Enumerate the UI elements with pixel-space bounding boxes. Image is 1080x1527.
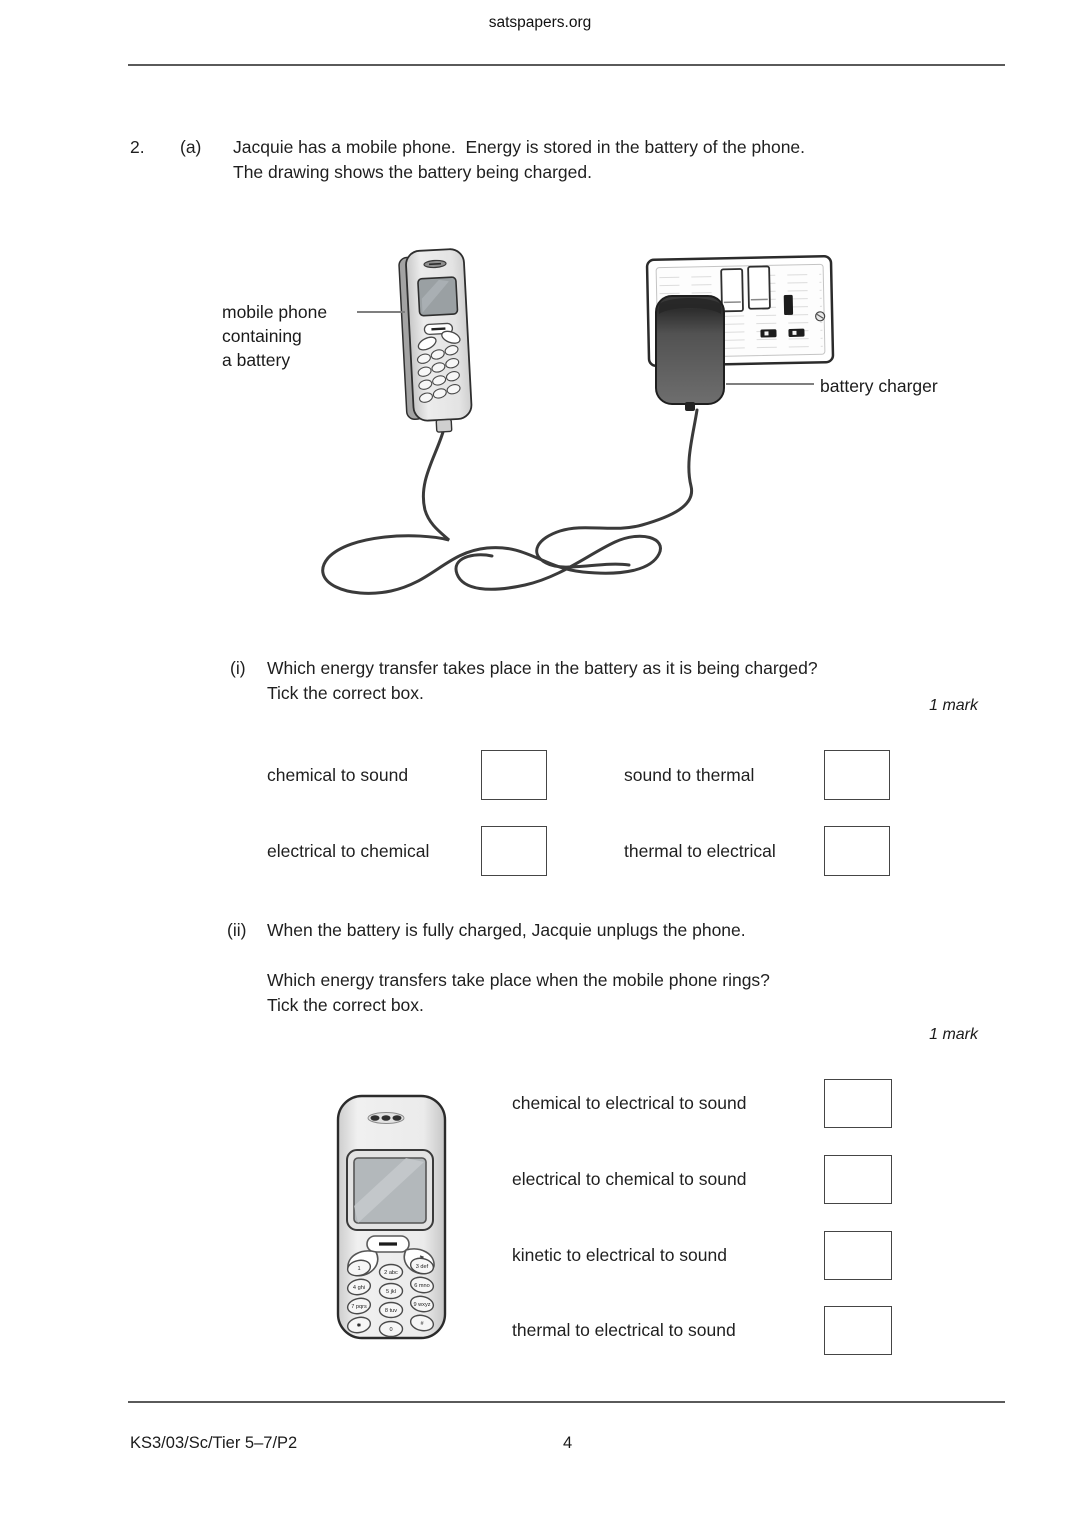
question-number: 2. <box>130 137 145 157</box>
footer-paper-ref: KS3/03/Sc/Tier 5–7/P2 <box>130 1434 298 1452</box>
key-label: 7 pqrs <box>351 1304 367 1310</box>
charging-connector <box>436 419 452 432</box>
tick-box-thermal-to-electrical[interactable] <box>824 826 890 876</box>
site-header: satspapers.org <box>488 14 592 31</box>
key-label: 0 <box>389 1327 393 1333</box>
tick-box-electrical-to-chemical[interactable] <box>481 826 547 876</box>
tick-box-chemical-to-electrical-to-sound[interactable] <box>824 1079 892 1128</box>
part-ii-statement: When the battery is fully charged, Jacquie unplugs the phone. <box>267 920 746 940</box>
mobile-phone-drawing <box>398 249 472 434</box>
key-label: 1 <box>357 1266 361 1272</box>
charger-cable-drawing <box>537 410 697 567</box>
part-ii-question-line1: Which energy transfers take place when the mobile phone rings? <box>267 970 770 990</box>
key-label: 8 tuv <box>384 1308 398 1314</box>
tick-box-chemical-to-sound[interactable] <box>481 750 547 800</box>
charging-figure-drawing <box>180 230 980 640</box>
option-label: chemical to sound <box>267 764 409 785</box>
option-label: sound to thermal <box>624 764 755 785</box>
part-i-label: (i) <box>230 658 246 678</box>
part-i-mark: 1 mark <box>929 697 978 714</box>
option-label: thermal to electrical to sound <box>512 1320 736 1340</box>
phone-figure-label: mobile phone containing a battery <box>222 302 328 370</box>
question-intro-line1: Jacquie has a mobile phone. Energy is stored in the battery of the phone. <box>233 137 806 157</box>
part-i-question-line2: Tick the correct box. <box>267 683 424 703</box>
tick-box-thermal-to-electrical-to-sound[interactable] <box>824 1306 892 1355</box>
option-label: thermal to electrical <box>624 840 776 861</box>
phone-cable-drawing <box>323 432 661 593</box>
key-label: 3 def <box>415 1264 429 1270</box>
charging-figure <box>180 230 980 640</box>
footer-rule <box>128 1401 1005 1403</box>
key-label: 9 wxyz <box>413 1302 431 1308</box>
tick-box-electrical-to-chemical-to-sound[interactable] <box>824 1155 892 1204</box>
battery-charger-drawing <box>656 296 724 411</box>
charger-figure-label: battery charger <box>820 376 938 396</box>
option-label: electrical to chemical to sound <box>512 1169 747 1189</box>
tick-box-kinetic-to-electrical-to-sound[interactable] <box>824 1231 892 1280</box>
part-ii-question-line2: Tick the correct box. <box>267 995 424 1015</box>
option-label: electrical to chemical <box>267 840 430 861</box>
earth-pin-slot <box>784 295 793 315</box>
header-rule <box>128 64 1005 66</box>
ringing-phone-drawing <box>334 1090 449 1345</box>
tick-box-sound-to-thermal[interactable] <box>824 750 890 800</box>
key-label: 6 mno <box>414 1283 430 1289</box>
part-ii-mark: 1 mark <box>929 1026 978 1043</box>
ringing-phone-figure <box>334 1090 449 1345</box>
question-part-label: (a) <box>180 137 202 157</box>
key-label: 4 ghi <box>352 1285 366 1291</box>
option-label: kinetic to electrical to sound <box>512 1245 727 1265</box>
socket-switch <box>748 266 770 308</box>
key-label: ✱ <box>356 1323 362 1329</box>
key-label: 5 jkl <box>386 1289 396 1295</box>
socket-switch <box>721 269 743 311</box>
part-ii-label: (ii) <box>227 920 247 940</box>
footer-page-number: 4 <box>563 1434 573 1452</box>
key-label: # <box>420 1321 424 1327</box>
option-label: chemical to electrical to sound <box>512 1093 747 1113</box>
question-intro-line2: The drawing shows the battery being charged. <box>233 162 592 182</box>
part-i-question-line1: Which energy transfer takes place in the battery as it is being charged? <box>267 658 818 678</box>
key-label: 2 abc <box>384 1270 398 1276</box>
